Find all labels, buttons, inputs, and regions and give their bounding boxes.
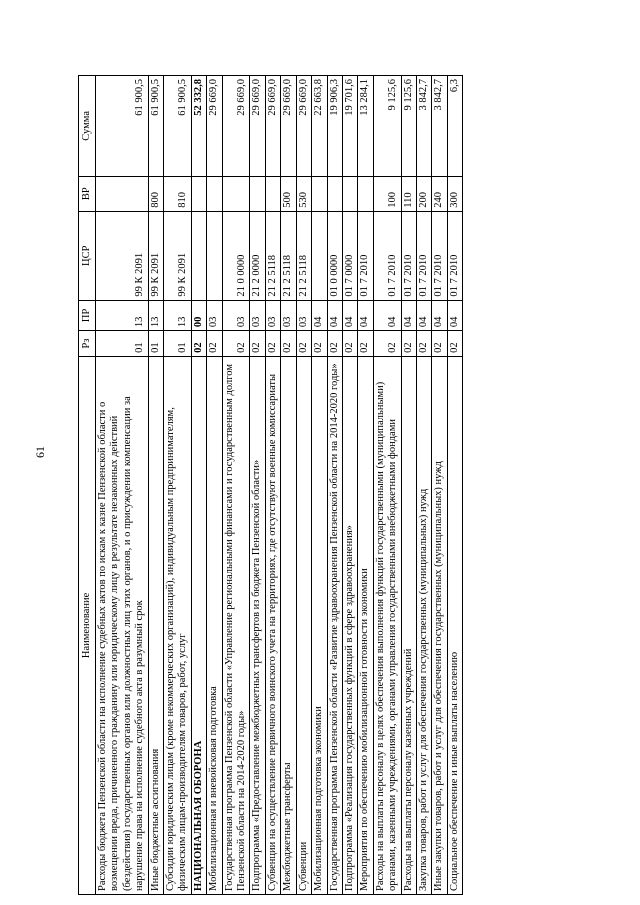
row-sum-cell: 9 125,6 — [401, 76, 416, 177]
row-rz-cell: 01 — [164, 331, 192, 357]
row-pr-cell: 04 — [416, 300, 431, 330]
row-name-cell: Расходы на выплаты персоналу в целях обеспечения выполнения функций государственными (муниципальными) органами, казенными учреждениями, органами управления государственными внебюджетными фондами — [373, 356, 401, 894]
row-rz-cell: 02 — [416, 331, 431, 357]
row-csr-cell: 01 7 2010 — [432, 211, 447, 300]
row-rz-cell: 02 — [296, 331, 311, 357]
row-sum-cell: 29 669,0 — [296, 76, 311, 177]
row-vr-cell: 200 — [416, 176, 431, 211]
row-sum-cell: 29 669,0 — [207, 76, 222, 177]
row-pr-cell: 04 — [432, 300, 447, 330]
row-rz-cell: 02 — [222, 331, 250, 357]
row-csr-cell: 99 К 2091 — [164, 211, 192, 300]
row-rz-cell: 02 — [207, 331, 222, 357]
row-sum-cell: 29 669,0 — [265, 76, 280, 177]
table-row — [401, 76, 416, 895]
row-csr-cell: 01 7 2010 — [358, 211, 373, 300]
row-name-cell: Расходы на выплаты персоналу казенных учреждений — [401, 356, 416, 894]
row-pr-cell: 04 — [373, 300, 401, 330]
row-sum-cell: 19 906,3 — [327, 76, 342, 177]
row-sum-cell: 3 842,7 — [416, 76, 431, 177]
table-row — [148, 76, 163, 895]
row-vr-cell — [191, 176, 206, 211]
row-sum-cell: 3 842,7 — [432, 76, 447, 177]
row-csr-cell: 21 2 0000 — [250, 211, 265, 300]
table-row — [265, 76, 280, 895]
row-rz-cell: 02 — [358, 331, 373, 357]
row-name-cell: Иные бюджетные ассигнования — [148, 356, 163, 894]
row-vr-cell — [207, 176, 222, 211]
row-sum-cell: 6,3 — [447, 76, 462, 177]
row-name-cell: Мобилизационная подготовка экономики — [312, 356, 327, 894]
row-csr-cell: 01 0 0000 — [327, 211, 342, 300]
row-vr-cell — [96, 176, 149, 211]
row-csr-cell: 01 7 2010 — [373, 211, 401, 300]
row-pr-cell: 13 — [96, 300, 149, 330]
row-pr-cell: 04 — [358, 300, 373, 330]
row-rz-cell: 02 — [250, 331, 265, 357]
row-csr-cell — [207, 211, 222, 300]
table-row — [373, 76, 401, 895]
row-name-cell: Субвенции — [296, 356, 311, 894]
row-sum-cell: 9 125,6 — [373, 76, 401, 177]
row-vr-cell — [265, 176, 280, 211]
row-vr-cell: 110 — [401, 176, 416, 211]
table-row — [327, 76, 342, 895]
header-name: Наименование — [79, 356, 96, 894]
header-vr: ВР — [79, 176, 96, 211]
row-rz-cell: 02 — [327, 331, 342, 357]
row-sum-cell: 29 669,0 — [250, 76, 265, 177]
row-name-cell: Субсидии юридическим лицам (кроме некоммерческих организаций), индивидуальным предпринимателям, физическим лицам-производителям товаров, работ, услуг — [164, 356, 192, 894]
row-vr-cell — [312, 176, 327, 211]
row-name-cell: Мероприятия по обеспечению мобилизационной готовности экономики — [358, 356, 373, 894]
row-csr-cell: 21 2 5118 — [296, 211, 311, 300]
budget-table — [78, 75, 463, 895]
row-pr-cell: 03 — [250, 300, 265, 330]
row-csr-cell: 21 0 0000 — [222, 211, 250, 300]
row-sum-cell: 22 663,8 — [312, 76, 327, 177]
table-row — [96, 76, 149, 895]
row-vr-cell: 800 — [148, 176, 163, 211]
table-row — [447, 76, 462, 895]
row-pr-cell: 04 — [447, 300, 462, 330]
row-sum-cell: 52 332,8 — [191, 76, 206, 177]
row-rz-cell: 02 — [265, 331, 280, 357]
row-rz-cell: 02 — [447, 331, 462, 357]
row-vr-cell: 240 — [432, 176, 447, 211]
row-rz-cell: 02 — [281, 331, 296, 357]
row-sum-cell: 29 669,0 — [222, 76, 250, 177]
table-row — [222, 76, 250, 895]
row-vr-cell — [358, 176, 373, 211]
page-number: 61 — [33, 446, 47, 458]
row-name-cell: Мобилизационная и вневойсковая подготовка — [207, 356, 222, 894]
row-rz-cell: 01 — [96, 331, 149, 357]
row-csr-cell: 21 2 5118 — [281, 211, 296, 300]
table-row — [281, 76, 296, 895]
header-pr: ПР — [79, 300, 96, 330]
row-vr-cell: 810 — [164, 176, 192, 211]
row-name-cell: Расходы бюджета Пензенской области на исполнение судебных актов по искам к казне Пензенской области о возмещении вреда, причиненного гражданину или юридическому лицу в результате незаконных действий (бездействия) государственных органов или должностных лиц этих органов, и о присуждении компенсации за нарушение права на исполнение судебного акта в разумный срок — [96, 356, 149, 894]
row-pr-cell: 04 — [401, 300, 416, 330]
row-sum-cell: 61 900,5 — [96, 76, 149, 177]
row-sum-cell: 13 284,1 — [358, 76, 373, 177]
row-name-cell: Государственная программа Пензенской области «Развитие здравоохранения Пензенской области на 2014-2020 годы» — [327, 356, 342, 894]
row-csr-cell: 01 7 0000 — [342, 211, 357, 300]
row-vr-cell: 300 — [447, 176, 462, 211]
table-row — [342, 76, 357, 895]
row-vr-cell: 100 — [373, 176, 401, 211]
row-pr-cell: 03 — [207, 300, 222, 330]
header-rz: Рз — [79, 331, 96, 357]
row-rz-cell: 01 — [148, 331, 163, 357]
row-vr-cell — [222, 176, 250, 211]
table-row — [250, 76, 265, 895]
table-row — [191, 76, 206, 895]
row-name-cell: Иные закупки товаров, работ и услуг для обеспечения государственных (муниципальных) нужд — [432, 356, 447, 894]
row-pr-cell: 04 — [342, 300, 357, 330]
row-csr-cell: 01 7 2010 — [401, 211, 416, 300]
row-name-cell: Межбюджетные трансферты — [281, 356, 296, 894]
table-row — [312, 76, 327, 895]
row-sum-cell: 61 900,5 — [148, 76, 163, 177]
row-csr-cell: 99 К 2091 — [96, 211, 149, 300]
row-vr-cell — [250, 176, 265, 211]
row-name-cell: Субвенции на осуществление первичного воинского учета на территориях, где отсутствуют военные комиссариаты — [265, 356, 280, 894]
row-rz-cell: 02 — [342, 331, 357, 357]
row-rz-cell: 02 — [432, 331, 447, 357]
row-pr-cell: 03 — [265, 300, 280, 330]
table-row — [296, 76, 311, 895]
row-name-cell: Закупка товаров, работ и услуг для обеспечения государственных (муниципальных) нужд — [416, 356, 431, 894]
table-row — [207, 76, 222, 895]
rotated-page — [78, 75, 590, 895]
row-vr-cell — [342, 176, 357, 211]
table-row — [164, 76, 192, 895]
row-pr-cell: 04 — [327, 300, 342, 330]
row-sum-cell: 19 701,6 — [342, 76, 357, 177]
header-sum: Сумма — [79, 76, 96, 177]
table-header-row — [79, 76, 96, 895]
table-row — [432, 76, 447, 895]
row-sum-cell: 29 669,0 — [281, 76, 296, 177]
row-rz-cell: 02 — [373, 331, 401, 357]
table-row — [416, 76, 431, 895]
row-pr-cell: 13 — [148, 300, 163, 330]
row-csr-cell — [312, 211, 327, 300]
row-name-cell: Подпрограмма «Предоставление межбюджетных трансфертов из бюджета Пензенской области» — [250, 356, 265, 894]
row-sum-cell: 61 900,5 — [164, 76, 192, 177]
header-csr: ЦСР — [79, 211, 96, 300]
row-name-cell: Социальное обеспечение и иные выплаты населению — [447, 356, 462, 894]
row-csr-cell: 99 К 2091 — [148, 211, 163, 300]
row-name-cell: Подпрограмма «Реализация государственных функций в сфере здравоохранения» — [342, 356, 357, 894]
row-rz-cell: 02 — [191, 331, 206, 357]
row-rz-cell: 02 — [401, 331, 416, 357]
row-pr-cell: 03 — [296, 300, 311, 330]
row-pr-cell: 03 — [222, 300, 250, 330]
row-pr-cell: 13 — [164, 300, 192, 330]
row-pr-cell: 04 — [312, 300, 327, 330]
row-vr-cell: 530 — [296, 176, 311, 211]
row-pr-cell: 00 — [191, 300, 206, 330]
row-csr-cell: 01 7 2010 — [447, 211, 462, 300]
row-rz-cell: 02 — [312, 331, 327, 357]
table-body — [96, 76, 463, 895]
table-row — [358, 76, 373, 895]
row-name-cell: НАЦИОНАЛЬНАЯ ОБОРОНА — [191, 356, 206, 894]
row-pr-cell: 03 — [281, 300, 296, 330]
row-vr-cell: 500 — [281, 176, 296, 211]
row-csr-cell: 21 2 5118 — [265, 211, 280, 300]
row-vr-cell — [327, 176, 342, 211]
row-csr-cell: 01 7 2010 — [416, 211, 431, 300]
row-name-cell: Государственная программа Пензенской области «Управление региональными финансами и государственным долгом Пензенской области на 2014-2020 годы» — [222, 356, 250, 894]
row-csr-cell — [191, 211, 206, 300]
